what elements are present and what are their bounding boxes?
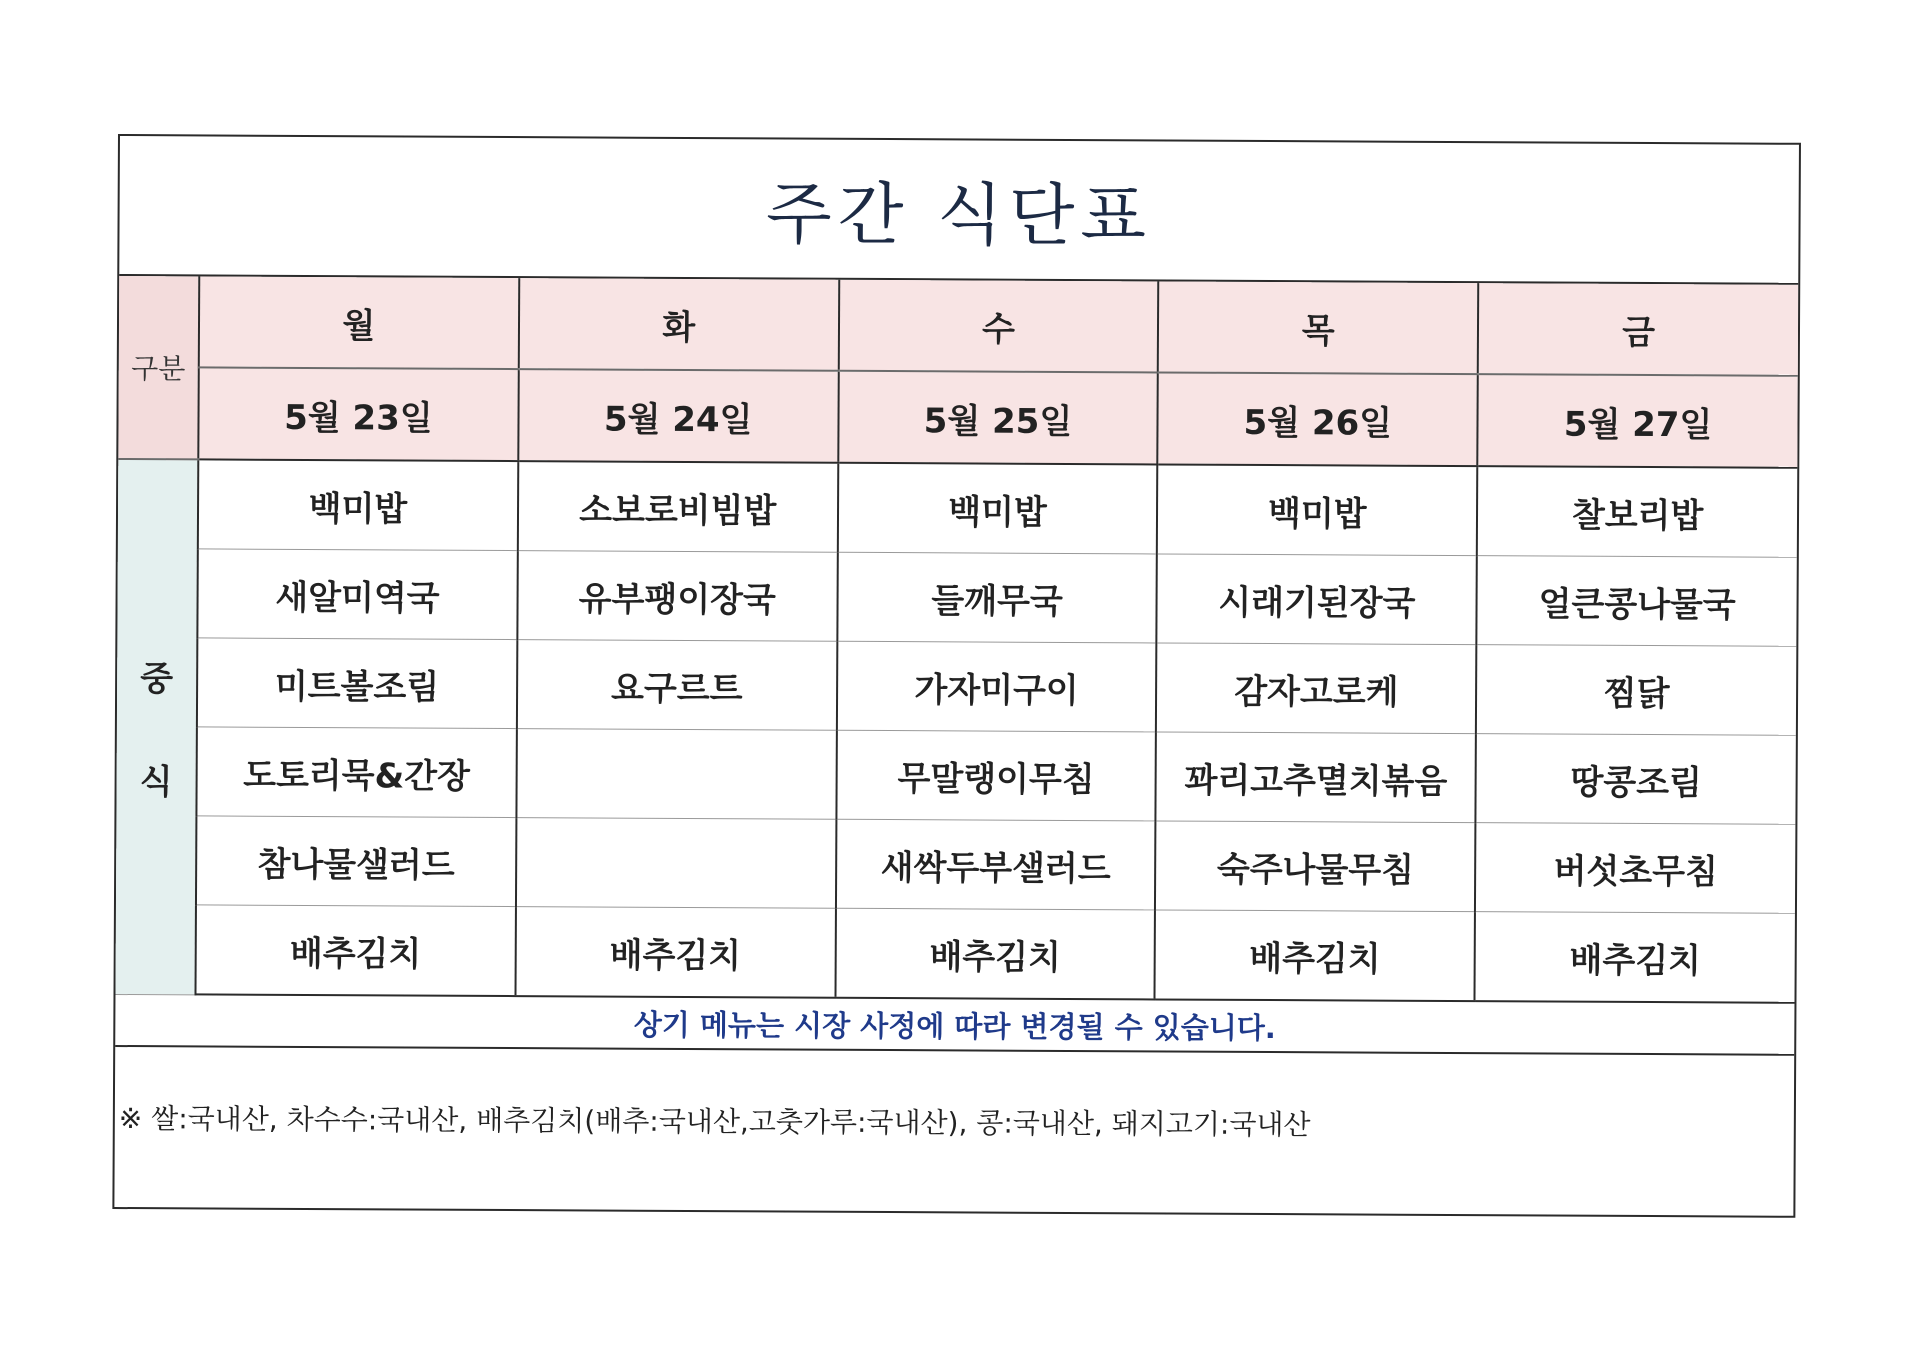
menu-change-notice: 상기 메뉴는 시장 사정에 따라 변경될 수 있습니다. [633, 1007, 1276, 1045]
menu-cell: 무말랭이무침 [836, 730, 1156, 821]
menu-cell: 얼큰콩나물국 [1477, 556, 1797, 647]
menu-cell: 찜닭 [1476, 645, 1796, 736]
menu-cell: 감자고로케 [1156, 643, 1476, 734]
day-header-row [119, 276, 1798, 376]
menu-cell: 미트볼조림 [197, 638, 517, 729]
menu-cell: 땅콩조림 [1476, 734, 1796, 825]
category-label-cell [118, 276, 199, 459]
menu-cell: 새싹두부샐러드 [836, 819, 1156, 910]
menu-cell: 꽈리고추멸치볶음 [1156, 732, 1476, 823]
menu-cell: 유부팽이장국 [517, 551, 837, 642]
menu-cell: 들깨무국 [837, 552, 1157, 643]
menu-cell: 참나물샐러드 [196, 816, 516, 907]
category-label: 구분 [131, 352, 186, 386]
menu-cell: 가자미구이 [836, 641, 1156, 732]
menu-cell [516, 818, 836, 909]
date-cell-thu: 5월 26일 [1158, 372, 1478, 466]
menu-row-6 [115, 904, 1794, 1002]
menu-cell: 숙주나물무침 [1155, 821, 1475, 912]
menu-row-1 [118, 459, 1797, 557]
menu-cell: 백미밥 [837, 463, 1157, 554]
day-cell-thu: 목 [1158, 281, 1478, 374]
meal-label-char-2: 식 [139, 761, 173, 803]
day-cell-tue: 화 [519, 278, 839, 371]
menu-cell: 소보로비빔밥 [518, 461, 838, 552]
menu-row-5 [116, 816, 1795, 914]
title-row [119, 136, 1799, 285]
menu-row-2 [117, 549, 1796, 647]
meal-label-cell [115, 459, 198, 994]
menu-cell: 찰보리밥 [1477, 466, 1797, 557]
menu-cell: 시래기된장국 [1157, 554, 1477, 645]
notice-row [115, 995, 1794, 1056]
menu-cell: 버섯초무침 [1475, 823, 1795, 914]
menu-cell: 배추김치 [195, 905, 515, 996]
menu-cell: 배추김치 [1475, 912, 1795, 1003]
date-cell-fri: 5월 27일 [1477, 374, 1797, 468]
menu-cell: 도토리묵&간장 [196, 727, 516, 818]
menu-cell: 백미밥 [1157, 464, 1477, 555]
origin-row [114, 1047, 1794, 1196]
menu-sheet [112, 134, 1801, 1218]
date-cell-tue: 5월 24일 [518, 369, 838, 463]
day-cell-wed: 수 [838, 280, 1158, 373]
date-header-row [118, 367, 1797, 468]
menu-row-3 [117, 638, 1796, 736]
menu-cell: 배추김치 [1155, 910, 1475, 1001]
menu-cell: 새알미역국 [197, 549, 517, 640]
day-cell-mon: 월 [199, 276, 519, 369]
menu-table [115, 276, 1798, 1004]
date-cell-mon: 5월 23일 [198, 367, 518, 461]
meal-label-char-1: 중 [140, 658, 174, 700]
menu-cell: 백미밥 [198, 459, 518, 550]
menu-row-4 [116, 727, 1795, 825]
date-cell-wed: 5월 25일 [838, 371, 1158, 465]
origin-info: ※ 쌀:국내산, 차수수:국내산, 배추김치(배추:국내산,고춧가루:국내산), 콩:국내산, 돼지고기:국내산 [118, 1102, 1311, 1142]
menu-cell [516, 729, 836, 820]
page-title: 주간 식단표 [765, 174, 1153, 256]
menu-cell: 요구르트 [517, 640, 837, 731]
day-cell-fri: 금 [1478, 283, 1798, 376]
menu-cell: 배추김치 [835, 908, 1155, 999]
menu-cell: 배추김치 [515, 907, 835, 998]
